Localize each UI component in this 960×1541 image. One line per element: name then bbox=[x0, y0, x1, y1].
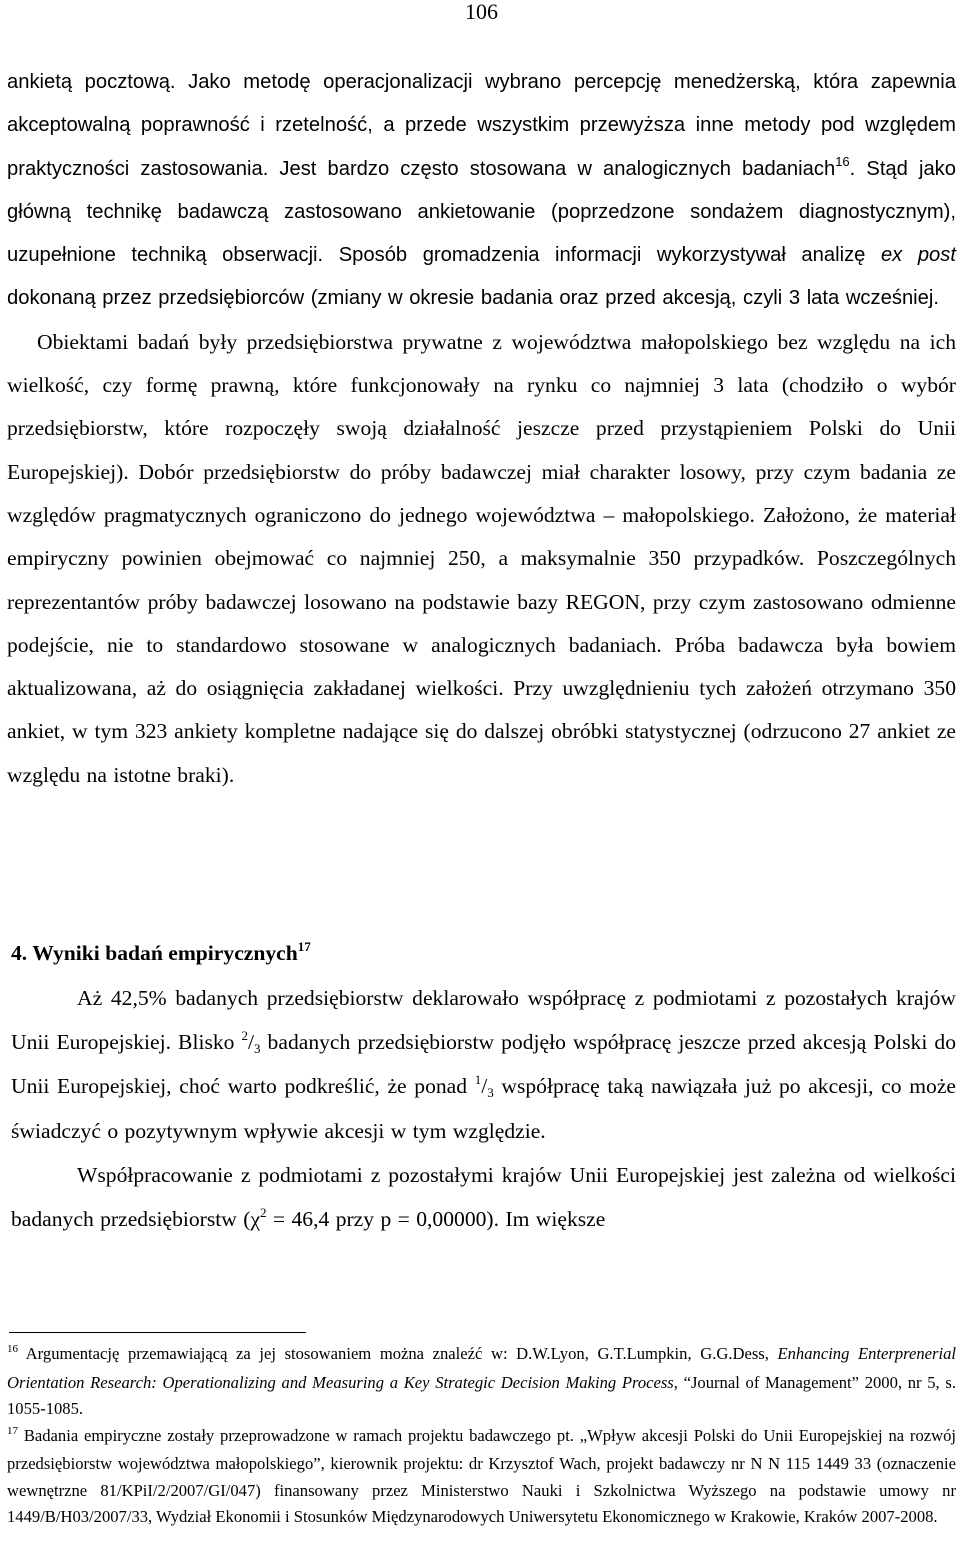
paragraph-results-text-3: współpracę taką nawiązała już po akcesji, co może świadczyć o pozytywnym wpływie akcesji w tym względzie. bbox=[11, 1074, 957, 1143]
footnote-16-italic: Enhancing Enterprenerial Orientation Research: Operationalizing and Measuring a Key Strategic Decision Making Process, bbox=[7, 1344, 956, 1392]
footnote-ref-17[interactable]: 17 bbox=[297, 939, 311, 954]
footnote-ref-16[interactable]: 16 bbox=[835, 153, 850, 169]
chi-square-exponent: 2 bbox=[260, 1205, 267, 1221]
paragraph-method bbox=[7, 61, 956, 321]
fraction-numerator: 2 bbox=[241, 1028, 248, 1044]
paragraph-dependence bbox=[11, 1153, 956, 1241]
paragraph-results bbox=[11, 976, 956, 1153]
paragraph-objects-text: Obiektami badań były przedsiębiorstwa prywatne z województwa małopolskiego bez względu na ich wielkość, czy formę prawną, które funkcjonowały na rynku co najmniej 3 lata (chodziło o wybór przedsiębiorstw, które rozpoczęły swoją działalność jeszcze przed przystąpieniem Polski do Unii Europejskiej). Dobór przedsiębiorstw do próby badawczej miał charakter losowy, przy czym badania ze względów pragmatycznych ograniczono do jednego województwa – małopolskiego. Założono, że materiał empiryczny powinien obejmować co najmniej 250, a maksymalnie 350 przypadków. Poszczególnych reprezentantów próby badawczej losowano na podstawie bazy REGON, przy czym zastosowano odmienne podejście, nie to standardowo stosowane w analogicznych badaniach. Próba badawcza była bowiem aktualizowana, aż do osiągnięcia zakładanej wielkości. Przy uwzględnieniu tych założeń otrzymano 350 ankiet, w tym 323 ankiety kompletne nadające się do dalszej obróbki statystycznej (odrzucono 27 ankiet ze względu na istotne braki). bbox=[7, 329, 956, 787]
paragraph-objects bbox=[7, 321, 956, 797]
footnote-number: 16 bbox=[7, 1343, 18, 1355]
paragraph-results-text-2: badanych przedsiębiorstw podjęło współpracę jeszcze przed akcesją Polski do Unii Europejskiej, choć warto podkreślić, że ponad bbox=[11, 1030, 956, 1099]
paragraph-method-italic: ex post bbox=[880, 244, 956, 267]
footnote-number: 17 bbox=[7, 1424, 18, 1437]
paragraph-dependence-text-1: Współpracowanie z podmiotami z pozostałymi krajów Unii Europejskiej jest zależna od wielkości badanych przedsiębiorstw (χ bbox=[11, 1162, 956, 1232]
fraction-two-thirds bbox=[241, 1028, 261, 1057]
paragraph-results-text-1: Aż 42,5% badanych przedsiębiorstw deklarowało współpracę z podmiotami z pozostałych krajów Unii Europejskiej. Blisko bbox=[11, 986, 956, 1055]
fraction-numerator: 1 bbox=[474, 1072, 482, 1088]
paragraph-method-text-2: . Stąd jako główną technikę badawczą zastosowano ankietowanie (poprzedzone sondażem diagnostycznym), uzupełnione techniką obserwacji. Sposób gromadzenia informacji wykorzystywał analizę bbox=[7, 157, 956, 267]
fraction-separator: / bbox=[248, 1030, 254, 1055]
fraction-one-third bbox=[474, 1072, 494, 1101]
page-number: 106 bbox=[465, 0, 498, 24]
body-text-top bbox=[7, 61, 956, 797]
fraction-denominator: 3 bbox=[487, 1085, 494, 1101]
section-heading bbox=[11, 933, 311, 973]
paragraph-method-text-3: dokonaną przez przedsiębiorców (zmiany w okresie badania oraz przed akcesją, czyli 3 lata wcześniej. bbox=[7, 287, 939, 310]
paragraph-dependence-text-2: = 46,4 przy p = 0,00000). Im większe bbox=[266, 1207, 606, 1232]
footnote-16 bbox=[7, 1341, 956, 1423]
footnote-separator bbox=[9, 1332, 306, 1333]
footnote-16-text-2: “Journal of Management” 2000, nr 5, s. 1055-1085. bbox=[7, 1372, 956, 1418]
section-heading-text: 4. Wyniki badań empirycznych bbox=[11, 941, 298, 965]
body-text-results bbox=[11, 976, 956, 1241]
fraction-separator: / bbox=[481, 1074, 488, 1099]
fraction-denominator: 3 bbox=[254, 1041, 261, 1057]
footnote-17 bbox=[7, 1423, 956, 1531]
footnote-17-text: Badania empiryczne zostały przeprowadzone w ramach projektu badawczego pt. „Wpływ akcesji Polski do Unii Europejskiej na rozwój przedsiębiorstw województwa małopolskiego”, kierownik projektu: dr Krzysztof Wach, projekt badawczy nr N N 115 1449 33 (oznaczenie wewnętrzne 81/KPiI/2/2007/GI/047) finansowany przez Ministerstwo Nauki i Szkolnictwa Wyższego na podstawie umowy nr 1449/B/H03/2007/33, Wydział Ekonomii i Stosunków Międzynarodowych Uniwersytetu Ekonomicznego w Krakowie, Kraków 2007-2008. bbox=[7, 1425, 956, 1526]
footnote-16-text-1: Argumentację przemawiającą za jej stosowaniem można znaleźć w: D.W.Lyon, G.T.Lumpkin, G.G.Dess, bbox=[18, 1344, 778, 1363]
footnotes bbox=[7, 1341, 956, 1531]
paragraph-method-text-1: ankietą pocztową. Jako metodę operacjonalizacji wybrano percepcję menedżerską, która zapewnia akceptowalną poprawność i rzetelność, a przede wszystkim przewyższa inne metody pod względem praktyczności zastosowania. Jest bardzo często stosowana w analogicznych badaniach bbox=[7, 71, 956, 180]
